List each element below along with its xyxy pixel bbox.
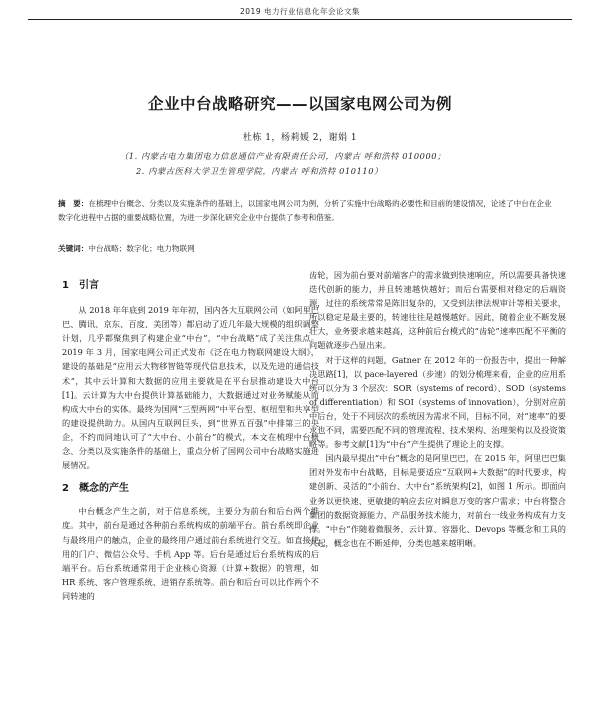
paper-title: 企业中台战略研究——以国家电网公司为例 [147,95,452,113]
right-column [309,268,566,550]
body-paragraph: 从 2018 年年底到 2019 年年初，国内各大互联网公司（如阿里巴巴、腾讯、京东、百度、美团等）都启动了近几年最大规模的组织调整计划，几乎都聚焦到了构建企业“中台”，“中台战略”成了关注焦点。2019 年 3 月，国家电网公司正式发布《泛在电力物联网建设大纲》，建设的基础是“应用云大物移智链等现代信息技术，以及先进的通信技术”，其中云计算和大数据的应用主要就是在平台层推动建设大中台[1]。云计算为大中台提供计算基础能力，大数据通过对业务赋能从而构成大中台的实体。最终为国网“三型两网”中平台型、枢纽型和共享型的建设提供助力。从国内互联网巨头，到“世界五百强”中排第三的央企，不约而同地认可了“大中台、小前台”的模式，本文在梳理中台概念、分类以及实施条件的基础上，重点分析了国网公司中台战略实施进展情况。 [62,305,319,471]
body-paragraph-continued: 齿轮，因为前台要对前端客户的需求做到快速响应，所以需要具备快速迭代创新的能力，并且转速越快越好；而后台需要相对稳定的后端资源，过往的系统常常是陈旧复杂的，又受到法律法规审计等相关要求，所以稳定是最主要的，转速往往是越慢越好。因此，随着企业不断发展壮大，业务要求越来越高，这种前后台模式的“齿轮”速率匹配不平衡的问题就逐步凸显出来。 [309,270,566,351]
abstract-label: 摘 要： [58,199,89,208]
body-paragraph: 国内最早提出“中台”概念的是阿里巴巴，在 2015 年，阿里巴巴集团对外发布中台战略，目标是要适应“互联网+大数据”的时代要求，构建创新、灵活的“小前台、大中台”系统架构[2]，如图 1 所示。即面向业务以更快速、更敏捷的响应去应对瞬息万变的客户需求；中台将整合集团的数据资源能力、产品服务技术能力，对前台一线业务构成有力支撑。“中台”作随着微服务、云计算、容器化、Devops 等概念和工具的兴起，概念也在不断延伸，分类也越来越明晰。 [309,453,566,548]
section-number: 2 [62,483,69,495]
body-paragraph: 中台概念产生之前，对于信息系统，主要分为前台和后台两个维度。其中，前台是通过各种前台系统构成的前端平台。前台系统即企业与最终用户的触点，企业的最终用户通过前台系统进行交互。如直接使用的门户、微信公众号、手机 App 等。后台是通过后台系统构成的后端平台。后台系统通常用于企业核心资源（计算+数据）的管理，如 HR 系统、客户管理系统、进销存系统等。前台和后台可以比作两个不同转速的 [62,506,319,601]
header-rule [28,19,572,20]
keywords-label: 关键词： [58,244,89,253]
authors: 杜栋 1，杨莉媛 2，谢娟 1 [242,133,358,143]
affiliation-1: （1. 内蒙古电力集团电力信息通信产业有限责任公司，内蒙古 呼和浩特 010000； [120,151,446,161]
keywords-text: 中台战略；数字化；电力物联网 [88,244,195,253]
body-paragraph: 对于这样的问题，Gatner 在 2012 年的一份报告中，提出一种解决思路[1]，以 pace-layered（步速）的划分梳理来看，企业的应用系统可以分为 3 个层次：SOR（systems of record）、SOD（systems of differentiation）和 SOI（systems of innovation），分别对应前中后台，处于不同层次的系统因为需求不同，目标不同，对“速率”的要求也不同，需要匹配不同的管理流程、技术架构、治理架构以及投资策略等。参考文献[1]为“中台”产生提供了理论上的支撑。 [309,354,566,450]
section-title: 概念的产生 [78,483,129,495]
section-number: 1 [62,280,69,291]
abstract [58,197,554,225]
affiliation-2: 2. 内蒙古医科大学卫生管理学院，内蒙古 呼和浩特 010110） [136,166,383,176]
section-heading [62,279,319,293]
left-column [62,268,319,603]
running-header: 2019 电力行业信息化年会论文集 [240,7,360,16]
section-title: 引言 [78,280,99,291]
abstract-text: 在梳理中台概念、分类以及实施条件的基础上，以国家电网公司为例，分析了实施中台战略的必要性和目前的建设情况，论述了中台在企业数字化进程中占据的重要战略位置，为进一步深化研究企业中台提供了参考和借鉴。 [58,199,552,222]
keywords [58,243,554,254]
section-heading [62,482,319,496]
